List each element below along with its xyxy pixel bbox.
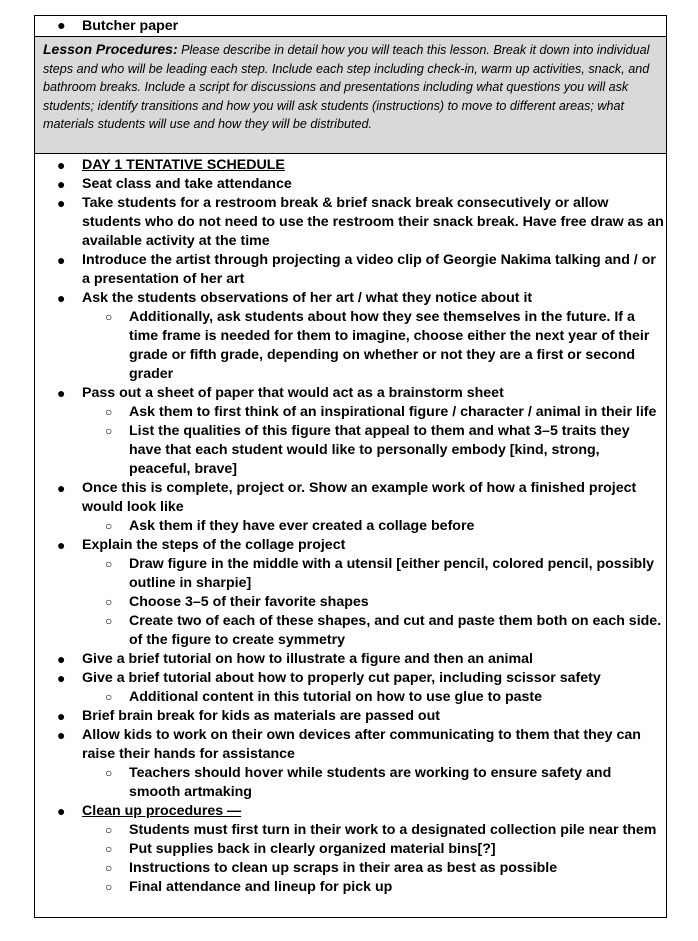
hollow-bullet-icon: ○ bbox=[105, 766, 113, 780]
hollow-bullet-icon: ○ bbox=[105, 614, 113, 628]
sub-list-item bbox=[82, 764, 666, 802]
schedule-list-item bbox=[35, 669, 666, 707]
procedures-heading: Lesson Procedures: bbox=[43, 41, 178, 57]
bullet-icon: ● bbox=[57, 537, 66, 553]
sub-list-item bbox=[82, 821, 666, 840]
sub-item-text: Put supplies back in clearly organized material bins[?] bbox=[129, 841, 496, 857]
hollow-bullet-icon: ○ bbox=[105, 880, 113, 894]
sub-list bbox=[82, 555, 666, 650]
schedule-item-text: Pass out a sheet of paper that would act as a brainstorm sheet bbox=[82, 385, 504, 401]
sub-item-text: Instructions to clean up scraps in their area as best as possible bbox=[129, 860, 558, 876]
bullet-icon: ● bbox=[57, 480, 66, 496]
sub-list-item bbox=[82, 403, 666, 422]
schedule-list-item bbox=[35, 289, 666, 384]
bullet-icon: ● bbox=[57, 803, 66, 819]
hollow-bullet-icon: ○ bbox=[105, 557, 113, 571]
sub-list-item bbox=[82, 688, 666, 707]
schedule-item-text: Take students for a restroom break & brief snack break consecutively or allow students who do not need to use the restroom their snack break. Have free draw as an available activity at the time bbox=[82, 195, 664, 249]
bullet-icon: ● bbox=[57, 727, 66, 743]
sub-list-item bbox=[82, 878, 666, 897]
schedule-list-item bbox=[35, 251, 666, 289]
bullet-icon: ● bbox=[57, 195, 66, 211]
hollow-bullet-icon: ○ bbox=[105, 823, 113, 837]
sub-list bbox=[82, 403, 666, 479]
sub-list bbox=[82, 517, 666, 536]
sub-list bbox=[82, 308, 666, 384]
sub-item-text: Students must first turn in their work to a designated collection pile near them bbox=[129, 822, 657, 838]
bullet-icon: ● bbox=[57, 670, 66, 686]
sub-item-text: Teachers should hover while students are working to ensure safety and smooth artmaking bbox=[129, 765, 612, 800]
materials-row bbox=[35, 16, 666, 37]
hollow-bullet-icon: ○ bbox=[105, 310, 113, 324]
bullet-icon: ● bbox=[57, 651, 66, 667]
sub-list bbox=[82, 764, 666, 802]
sub-item-text: Choose 3–5 of their favorite shapes bbox=[129, 594, 369, 610]
schedule-list-item bbox=[35, 802, 666, 897]
schedule-list-item bbox=[35, 707, 666, 726]
sub-list bbox=[82, 688, 666, 707]
lesson-schedule-body bbox=[35, 154, 666, 897]
sub-list-item bbox=[82, 555, 666, 593]
bullet-icon: ● bbox=[57, 385, 66, 401]
sub-list-item bbox=[82, 308, 666, 384]
bullet-icon: ● bbox=[57, 708, 66, 724]
schedule-list bbox=[35, 156, 666, 897]
bullet-icon: ● bbox=[57, 252, 66, 268]
materials-item-text: Butcher paper bbox=[82, 18, 179, 34]
sub-list-item bbox=[82, 840, 666, 859]
sub-list-item bbox=[82, 422, 666, 479]
schedule-item-text: Seat class and take attendance bbox=[82, 176, 292, 192]
sub-list bbox=[82, 821, 666, 897]
schedule-list-item bbox=[35, 156, 666, 175]
schedule-item-text: Introduce the artist through projecting a video clip of Georgie Nakima talking and / or a presentation of her art bbox=[82, 252, 656, 287]
schedule-list-item bbox=[35, 650, 666, 669]
sub-item-text: Additional content in this tutorial on how to use glue to paste bbox=[129, 689, 543, 705]
materials-list-item bbox=[35, 16, 666, 36]
sub-item-text: Additionally, ask students about how they see themselves in the future. If a time frame is needed for them to imagine, choose either the next year of their grade or fifth grade, depending on whether or not they are a first or second grader bbox=[129, 309, 650, 382]
schedule-list-item bbox=[35, 175, 666, 194]
sub-item-text: Ask them to first think of an inspirational figure / character / animal in their life bbox=[129, 404, 657, 420]
schedule-list-item bbox=[35, 726, 666, 802]
sub-item-text: Ask them if they have ever created a collage before bbox=[129, 518, 475, 534]
hollow-bullet-icon: ○ bbox=[105, 861, 113, 875]
schedule-list-item bbox=[35, 536, 666, 650]
hollow-bullet-icon: ○ bbox=[105, 519, 113, 533]
schedule-list-item bbox=[35, 194, 666, 251]
hollow-bullet-icon: ○ bbox=[105, 595, 113, 609]
sub-item-text: List the qualities of this figure that appeal to them and what 3–5 traits they have that each student would like to personally embody [kind, strong, peaceful, brave] bbox=[129, 423, 630, 477]
bullet-icon: ● bbox=[57, 290, 66, 306]
schedule-item-text: Give a brief tutorial about how to properly cut paper, including scissor safety bbox=[82, 670, 601, 686]
sub-list-item bbox=[82, 612, 666, 650]
bullet-icon: ● bbox=[57, 18, 66, 34]
sub-item-text: Draw figure in the middle with a utensil [either pencil, colored pencil, possibly outline in sharpie] bbox=[129, 556, 655, 591]
schedule-list-item bbox=[35, 479, 666, 536]
sub-list-item bbox=[82, 517, 666, 536]
schedule-item-text: Clean up procedures — bbox=[82, 803, 242, 819]
procedures-description: Please describe in detail how you will teach this lesson. Break it down into individual steps and who will be leading each step. Include each step including check-in, warm up activities, snack, and bathroom breaks. Include a script for discussions and presentations including what questions you will ask students; identify transitions and how you will ask students (instructions) to move to different areas; what materials students will use and how they will be distributed. bbox=[43, 43, 650, 132]
hollow-bullet-icon: ○ bbox=[105, 842, 113, 856]
schedule-item-text: Once this is complete, project or. Show an example work of how a finished project would look like bbox=[82, 480, 637, 515]
schedule-item-text: Brief brain break for kids as materials are passed out bbox=[82, 708, 440, 724]
sub-list-item bbox=[82, 593, 666, 612]
schedule-item-text: Allow kids to work on their own devices after communicating to them that they can raise their hands for assistance bbox=[82, 727, 641, 762]
schedule-item-text: Give a brief tutorial on how to illustrate a figure and then an animal bbox=[82, 651, 533, 667]
sub-list-item bbox=[82, 859, 666, 878]
bullet-icon: ● bbox=[57, 157, 66, 173]
schedule-item-text: Explain the steps of the collage project bbox=[82, 537, 346, 553]
hollow-bullet-icon: ○ bbox=[105, 405, 113, 419]
schedule-item-text: Ask the students observations of her art / what they notice about it bbox=[82, 290, 533, 306]
schedule-item-text: DAY 1 TENTATIVE SCHEDULE bbox=[82, 157, 285, 173]
schedule-list-item bbox=[35, 384, 666, 479]
lesson-plan-table bbox=[34, 15, 667, 918]
lesson-procedures-header bbox=[35, 37, 666, 154]
sub-item-text: Create two of each of these shapes, and cut and paste them both on each side. of the figure to create symmetry bbox=[129, 613, 662, 648]
sub-item-text: Final attendance and lineup for pick up bbox=[129, 879, 393, 895]
hollow-bullet-icon: ○ bbox=[105, 424, 113, 438]
hollow-bullet-icon: ○ bbox=[105, 690, 113, 704]
bullet-icon: ● bbox=[57, 176, 66, 192]
